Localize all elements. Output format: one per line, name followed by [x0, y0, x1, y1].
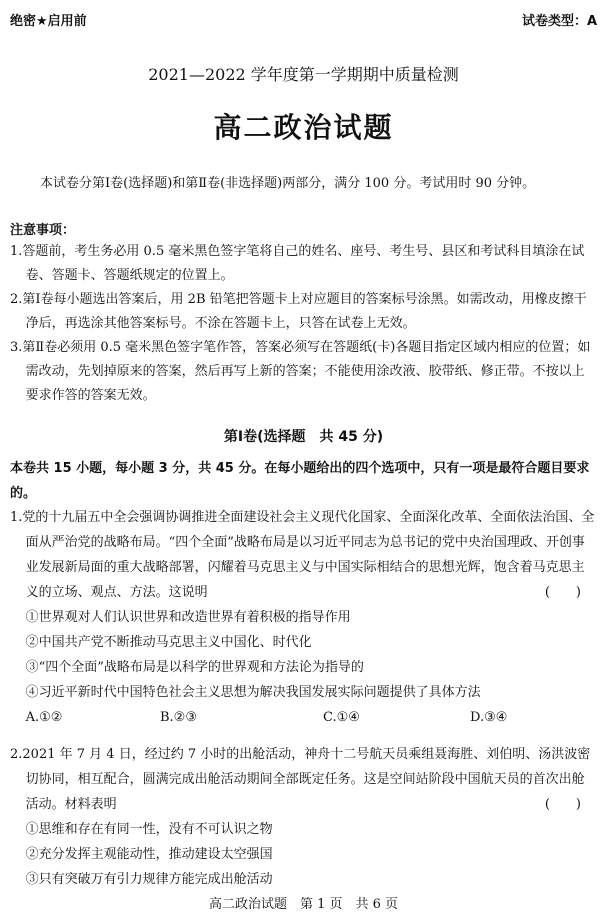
option-item: ②充分发挥主观能动性，推动建设太空强国 [25, 847, 273, 862]
option-item: ②中国共产党不断推动马克思主义中国化、时代化 [25, 635, 312, 650]
answer-bracket: ( ) [544, 797, 581, 812]
option-item: ①思维和存在有同一性，没有不可认识之物 [25, 822, 273, 837]
choice-c: C.①④ [323, 710, 360, 725]
notice-item: 3.第Ⅱ卷必须用 0.5 毫米黑色签字笔作答，答案必须写在答题纸(卡)各题目指定区域内相应的位置；如需改动，先划掉原来的答案，然后再写上新的答案；不能使用涂改液、胶带纸、修正带。不按以上要求作答的答案无效。 [10, 340, 591, 403]
exam-subtitle: 2021—2022 学年度第一学期期中质量检测 [148, 65, 459, 84]
question-2 [10, 742, 595, 892]
section-title: 第Ⅰ卷(选择题 共 45 分) [223, 429, 384, 445]
option-item: ③“四个全面”战略布局是以科学的世界观和方法论为指导的 [25, 660, 364, 675]
exam-title: 高二政治试题 [213, 111, 394, 144]
question-stem-text: 1.党的十九届五中全会强调协调推进全面建设社会主义现代化国家、全面深化改革、全面依法治国、全面从严治党的战略布局。“四个全面”战略布局是以习近平同志为总书记的党中央治国理政、开创事业发展新局面的重大战略部署，闪耀着马克思主义与中国实际相结合的思想光辉，饱含着马克思主义的立场、观点、方法。这说明 [10, 510, 595, 600]
confidential-label: 绝密★启用前 [10, 14, 87, 29]
option-item: ①世界观对人们认识世界和改造世界有着积极的指导作用 [25, 610, 351, 625]
exam-intro: 本试卷分第Ⅰ卷(选择题)和第Ⅱ卷(非选择题)两部分，满分 100 分。考试用时 90 分钟。 [40, 176, 536, 191]
question-1 [10, 505, 595, 730]
notice-item: 2.第Ⅰ卷每小题选出答案后，用 2B 铅笔把答题卡上对应题目的答案标号涂黑。如需改动，用橡皮擦干净后，再选涂其他答案标号。不涂在答题卡上，只答在试卷上无效。 [10, 292, 587, 331]
page-footer: 高二政治试题 第 1 页 共 6 页 [208, 897, 399, 912]
option-item: ④习近平新时代中国特色社会主义思想为解决我国发展实际问题提供了具体方法 [25, 685, 481, 700]
question-stem [10, 742, 595, 817]
choice-b: B.②③ [160, 710, 197, 725]
option-item: ③只有突破万有引力规律方能完成出舱活动 [25, 872, 273, 887]
section-description: 本卷共 15 小题，每小题 3 分，共 45 分。在每小题给出的四个选项中，只有一项是最符合题目要求的。 [10, 461, 590, 501]
paper-type-label: 试卷类型：A [521, 14, 597, 29]
top-header [10, 10, 597, 30]
choice-d: D.③④ [470, 710, 508, 725]
question-stem-text: 2.2021 年 7 月 4 日，经过约 7 小时的出舱活动，神舟十二号航天员乘组聂海胜、刘伯明、汤洪波密切协同，相互配合，圆满完成出舱活动期间全部既定任务。这是空间站阶段中国航天员的首次出舱活动。材料表明 [10, 747, 591, 812]
notice-list [10, 240, 595, 408]
answer-bracket: ( ) [544, 585, 581, 600]
notice-item: 1.答题前，考生务必用 0.5 毫米黑色签字笔将自己的姓名、座号、考生号、县区和考试科目填涂在试卷、答题卡、答题纸规定的位置上。 [10, 244, 585, 283]
question-stem [10, 505, 595, 605]
answer-choices [10, 705, 595, 730]
choice-a: A.①② [25, 710, 63, 725]
notice-heading: 注意事项： [10, 223, 76, 238]
